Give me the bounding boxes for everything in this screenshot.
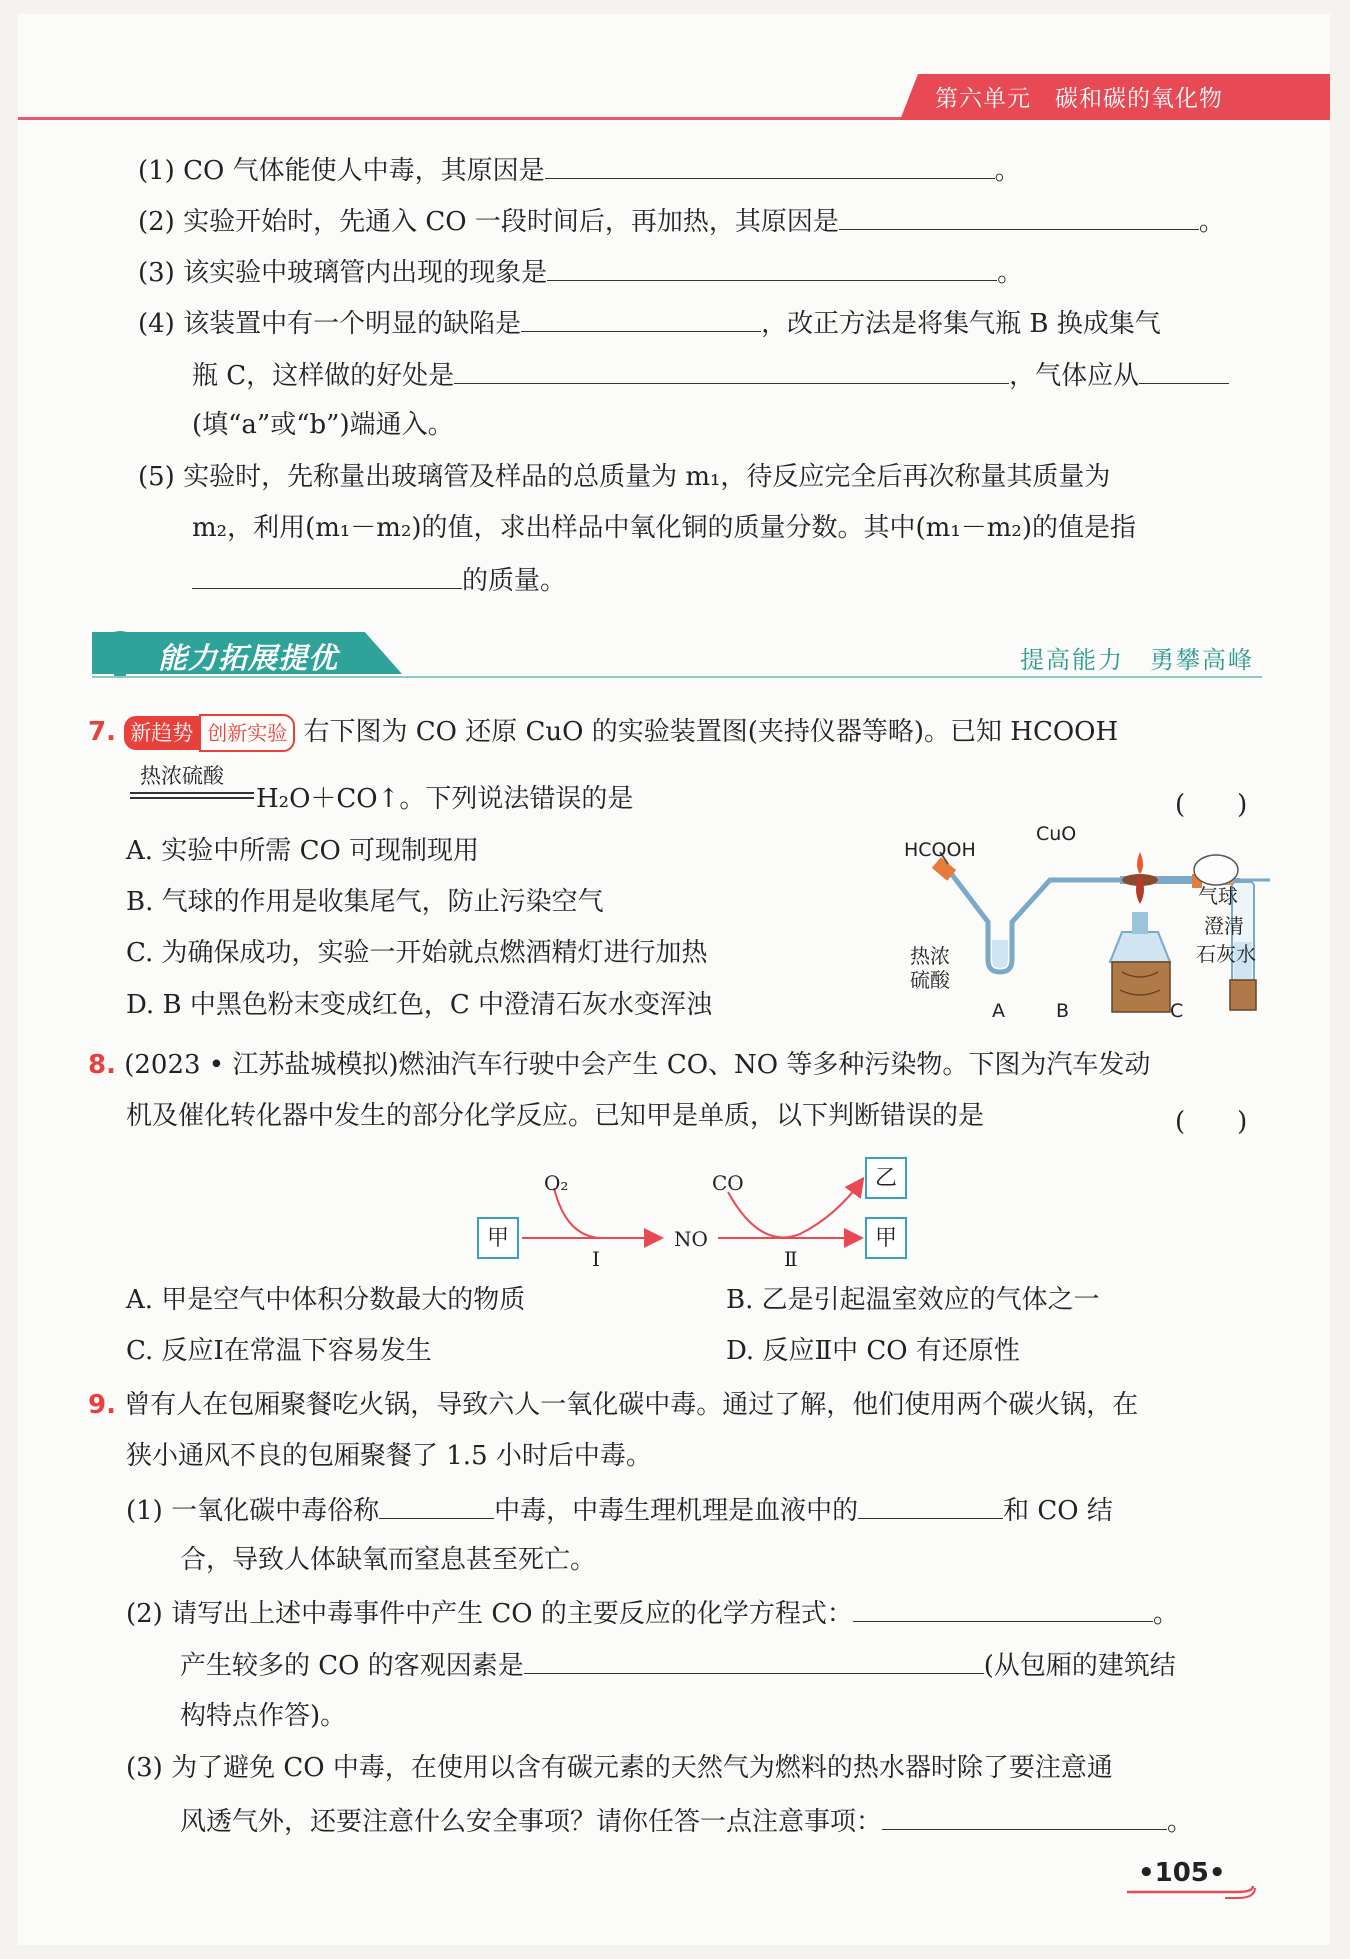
answer-blank[interactable] xyxy=(882,1803,1167,1830)
label-o2: O₂ xyxy=(544,1171,569,1195)
q7-option-d[interactable]: D. B 中黑色粉末变成红色，C 中澄清石灰水变浑浊 xyxy=(126,990,712,1020)
reaction-bar xyxy=(130,792,254,794)
question-number: 8. xyxy=(88,1050,116,1080)
answer-blank[interactable] xyxy=(839,203,1199,230)
box-yi: 乙 xyxy=(875,1166,898,1191)
reaction-bar xyxy=(130,797,254,799)
q8-stem: 8. (2023 • 江苏盐城模拟)燃油汽车行驶中会产生 CO、NO 等多种污染物。下图为汽车发动 xyxy=(88,1050,1151,1080)
label-acid-1: 热浓 xyxy=(910,944,950,968)
box-jia-1: 甲 xyxy=(487,1226,510,1251)
label-b: B xyxy=(1056,1000,1070,1022)
q8-option-d[interactable]: D. 反应Ⅱ中 CO 有还原性 xyxy=(726,1336,1020,1366)
answer-blank[interactable] xyxy=(1139,357,1229,384)
q6-part4-cont: 瓶 C，这样做的好处是 ，气体应从 xyxy=(192,357,1229,393)
q8-option-b[interactable]: B. 乙是引起温室效应的气体之一 xyxy=(726,1285,1100,1315)
q6-part5-cont: m₂，利用(m₁－m₂)的值，求出样品中氧化铜的质量分数。其中(m₁－m₂)的值是指 xyxy=(192,513,1136,543)
trend-tag: 新趋势 xyxy=(124,716,199,750)
q9-stem-cont: 狭小通风不良的包厢聚餐了 1.5 小时后中毒。 xyxy=(126,1441,652,1471)
question-number: 7. xyxy=(88,717,116,747)
question-number: 9. xyxy=(88,1390,116,1420)
label-limewater-1: 澄清 xyxy=(1204,914,1244,938)
answer-paren[interactable]: ( ) xyxy=(1175,1107,1248,1137)
answer-blank[interactable] xyxy=(379,1492,494,1519)
label-cuo: CuO xyxy=(1036,823,1077,845)
reaction-diagram xyxy=(470,1150,930,1280)
answer-blank[interactable] xyxy=(853,1595,1153,1622)
q8-option-a[interactable]: A. 甲是空气中体积分数最大的物质 xyxy=(126,1285,526,1315)
unit-title: 第六单元 碳和碳的氧化物 xyxy=(935,86,1223,112)
answer-blank[interactable] xyxy=(547,254,997,281)
answer-blank[interactable] xyxy=(454,357,1009,384)
q7-stem: 7. 新趋势 创新实验 右下图为 CO 还原 CuO 的实验装置图(夹持仪器等略)。已知 HCOOH xyxy=(88,714,1118,752)
q9-part3-cont: 风透气外，还要注意什么安全事项？请你任答一点注意事项： 。 xyxy=(180,1803,1193,1839)
q6-part2: (2) 实验开始时，先通入 CO 一段时间后，再加热，其原因是 。 xyxy=(138,203,1225,239)
q9-part2-cont: 产生较多的 CO 的客观因素是 (从包厢的建筑结 xyxy=(180,1647,1176,1683)
q7-equation: H₂O＋CO↑。下列说法错误的是 xyxy=(256,784,634,814)
q9-part1-cont: 合，导致人体缺氧而窒息甚至死亡。 xyxy=(180,1545,597,1575)
q9-part1: (1) 一氧化碳中毒俗称 中毒，中毒生理机理是血液中的 和 CO 结 xyxy=(126,1492,1113,1528)
label-acid-2: 硫酸 xyxy=(910,968,950,992)
page-swoosh-icon xyxy=(1125,1884,1265,1904)
q6-part5-end: 的质量。 xyxy=(192,562,566,598)
experiment-tag: 创新实验 xyxy=(199,714,295,752)
label-reaction-1: Ⅰ xyxy=(592,1247,600,1271)
q8-option-c[interactable]: C. 反应Ⅰ在常温下容易发生 xyxy=(126,1336,432,1366)
q6-part4-note: (填“a”或“b”)端通入。 xyxy=(192,410,454,440)
q9-stem: 9. 曾有人在包厢聚餐吃火锅，导致六人一氧化碳中毒。通过了解，他们使用两个碳火锅，在 xyxy=(88,1390,1139,1420)
q6-part4: (4) 该装置中有一个明显的缺陷是 ，改正方法是将集气瓶 B 换成集气 xyxy=(138,305,1161,341)
section-rule xyxy=(92,676,1262,678)
page-number: •105• xyxy=(1138,1858,1226,1888)
answer-blank[interactable] xyxy=(524,1647,984,1674)
answer-blank[interactable] xyxy=(545,152,995,179)
answer-blank[interactable] xyxy=(192,562,462,589)
answer-paren[interactable]: ( ) xyxy=(1175,790,1248,820)
q9-part3: (3) 为了避免 CO 中毒，在使用以含有碳元素的天然气为燃料的热水器时除了要注意通 xyxy=(126,1753,1113,1783)
label-co: CO xyxy=(712,1171,744,1195)
q6-part5: (5) 实验时，先称量出玻璃管及样品的总质量为 m₁，待反应完全后再次称量其质量为 xyxy=(138,462,1111,492)
section-slogan: 提高能力 勇攀高峰 xyxy=(1020,646,1254,674)
q7-option-c[interactable]: C. 为确保成功，实验一开始就点燃酒精灯进行加热 xyxy=(126,938,708,968)
q7-option-a[interactable]: A. 实验中所需 CO 可现制现用 xyxy=(126,836,480,866)
label-no: NO xyxy=(674,1227,708,1251)
label-reaction-2: Ⅱ xyxy=(784,1247,798,1271)
q7-option-b[interactable]: B. 气球的作用是收集尾气，防止污染空气 xyxy=(126,887,604,917)
answer-blank[interactable] xyxy=(858,1492,1003,1519)
label-balloon: 气球 xyxy=(1198,884,1238,908)
q9-part2-note: 构特点作答)。 xyxy=(180,1701,347,1731)
label-a: A xyxy=(992,1000,1005,1022)
reaction-condition: 热浓硫酸 xyxy=(140,764,224,788)
q6-part1: (1) CO 气体能使人中毒，其原因是 。 xyxy=(138,152,1021,188)
label-hcooh: HCOOH xyxy=(904,839,976,861)
section-title: 能力拓展提优 xyxy=(158,641,339,675)
box-jia-2: 甲 xyxy=(875,1226,898,1251)
q8-stem-cont: 机及催化转化器中发生的部分化学反应。已知甲是单质，以下判断错误的是 xyxy=(126,1101,985,1131)
q9-part2: (2) 请写出上述中毒事件中产生 CO 的主要反应的化学方程式： 。 xyxy=(126,1595,1179,1631)
label-c: C xyxy=(1170,1000,1184,1022)
label-limewater-2: 石灰水 xyxy=(1196,942,1256,966)
q6-part3: (3) 该实验中玻璃管内出现的现象是 。 xyxy=(138,254,1023,290)
answer-blank[interactable] xyxy=(521,305,761,332)
